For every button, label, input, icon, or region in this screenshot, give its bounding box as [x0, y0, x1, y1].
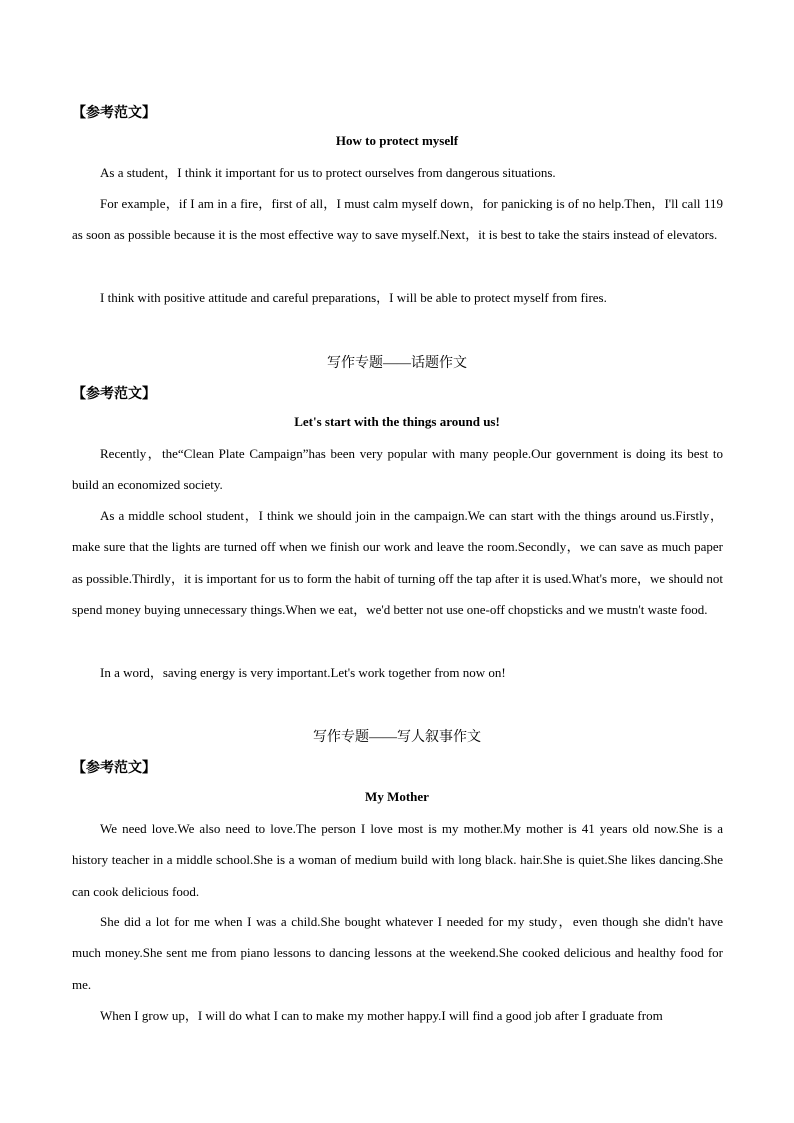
section-heading: 写作专题——写人叙事作文	[313, 730, 481, 745]
essay-paragraph: She did a lot for me when I was a child.She bought whatever I needed for my study，even though she didn't have much money.She sent me from piano lessons to dancing lessons at the weekend.She cooked delicious and healthy food for me.	[72, 914, 723, 992]
essay-paragraph: As a middle school student，I think we should join in the campaign.We can start with the things around us.Firstly，make sure that the lights are turned off when we finish our work and leave the room.Secondly，we can save as much paper as possible.Thirdly，it is important for us to form the habit of turning off the tap after it is used.What's more，we should not spend money buying unnecessary things.When we eat，we'd better not use one-off chopsticks and we mustn't waste food.	[72, 508, 723, 617]
essay-paragraph: I think with positive attitude and careful preparations，I will be able to protect myself from fires.	[100, 290, 607, 305]
essay-paragraph: For example，if I am in a fire，first of all，I must calm myself down，for panicking is of no help.Then，I'll call 119 as soon as possible because it is the most effective way to save myself.Next，it is best to take the stairs instead of elevators.	[72, 196, 723, 243]
essay-title: My Mother	[365, 789, 429, 804]
essay-title: How to protect myself	[335, 133, 459, 148]
section-label: 【参考范文】	[72, 106, 156, 121]
essay-title: Let's start with the things around us!	[294, 414, 500, 429]
essay-paragraph: Recently，the“Clean Plate Campaign”has been very popular with many people.Our government is doing its best to build an economized society.	[72, 446, 723, 493]
section-label: 【参考范文】	[72, 761, 156, 776]
essay-paragraph: We need love.We also need to love.The person I love most is my mother.My mother is 41 years old now.She is a history teacher in a middle school.She is a woman of medium build with long black. hair.She is quiet.She likes dancing.She can cook delicious food.	[72, 821, 723, 899]
section-label: 【参考范文】	[72, 387, 156, 402]
section-heading: 写作专题——话题作文	[327, 356, 467, 371]
essay-paragraph: As a student，I think it important for us to protect ourselves from dangerous situations.	[100, 165, 556, 180]
essay-paragraph: In a word，saving energy is very important.Let's work together from now on!	[100, 665, 506, 680]
essay-paragraph: When I grow up，I will do what I can to make my mother happy.I will find a good job after I graduate from	[100, 1008, 663, 1023]
